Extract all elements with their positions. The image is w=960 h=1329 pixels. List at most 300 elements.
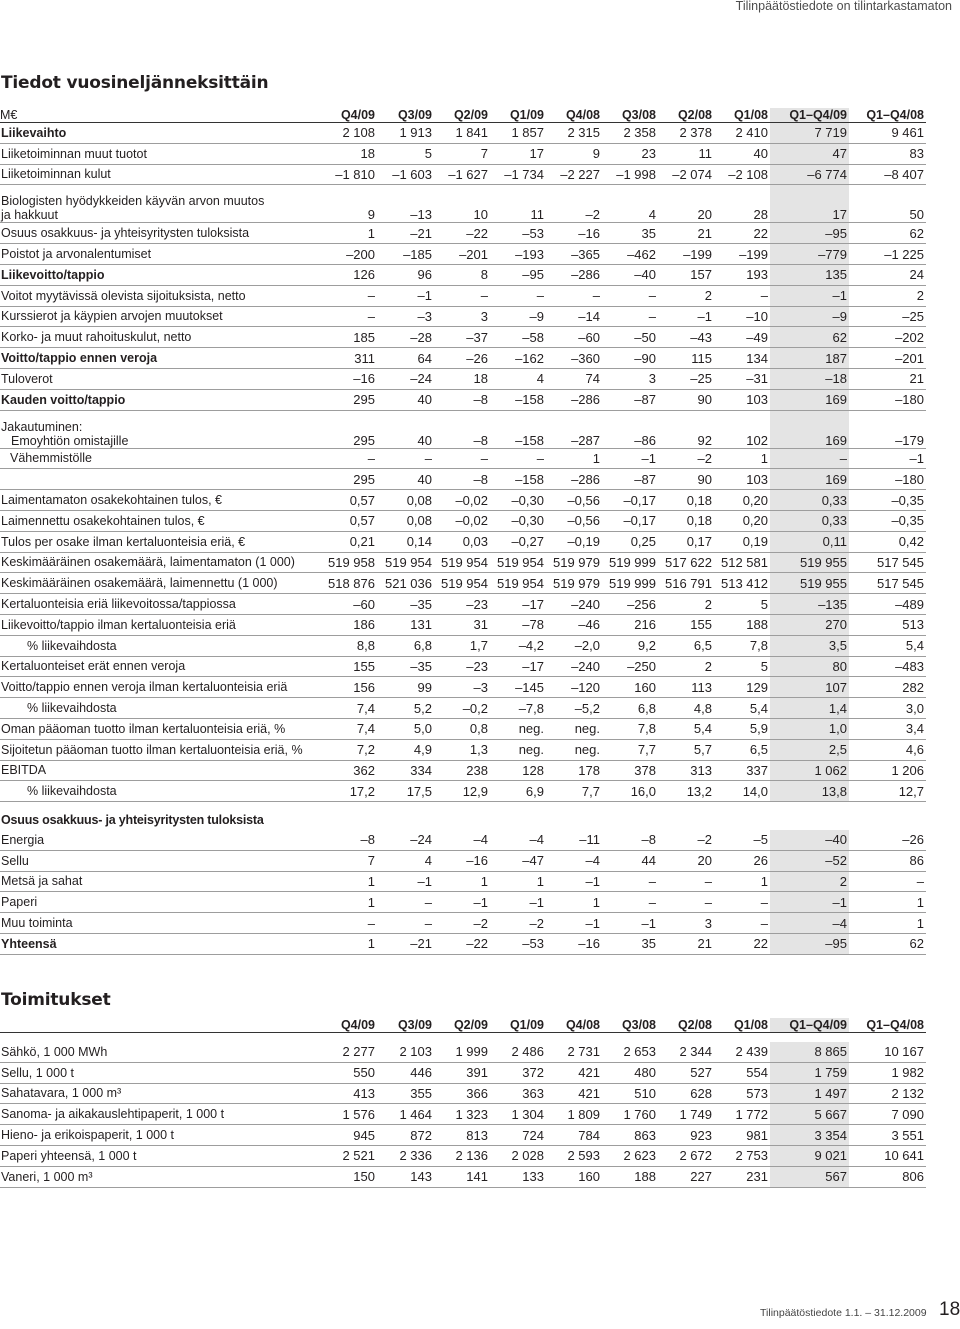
table-cell: 1 062	[770, 760, 849, 781]
table-cell: 74	[546, 368, 602, 389]
table-row	[0, 594, 926, 615]
row-label	[0, 1125, 320, 1146]
table-cell: 216	[602, 614, 658, 635]
table-cell: –779	[770, 244, 849, 265]
row-label-text: Tulos per osake ilman kertaluonteisia eriä, €	[1, 534, 246, 549]
table-cell: 2 336	[377, 1145, 434, 1166]
table-cell: –1	[602, 913, 658, 934]
table-cell: 11	[658, 143, 714, 164]
table-row	[0, 718, 926, 739]
table-cell: 2 103	[377, 1042, 434, 1062]
table-cell: 10 167	[849, 1042, 926, 1062]
table-cell: 238	[434, 760, 490, 781]
table-cell: –87	[602, 469, 658, 490]
table-cell: –135	[770, 594, 849, 615]
footer-text: Tilinpäätöstiedote 1.1. – 31.12.2009	[760, 1307, 927, 1319]
column-header: Q2/08	[658, 108, 714, 123]
table-cell: 0,20	[714, 510, 770, 531]
table-cell: 923	[658, 1125, 714, 1146]
table-cell: –202	[849, 327, 926, 348]
column-header: Q1/09	[490, 108, 546, 123]
row-label-text: Voitto/tappio ennen veroja ilman kertaluonteisia eriä	[1, 680, 288, 695]
table-row	[0, 389, 926, 410]
table-cell: 945	[320, 1125, 377, 1146]
table-cell: 26	[714, 850, 770, 871]
table-cell: 40	[377, 469, 434, 490]
table-row	[0, 760, 926, 781]
table-cell: –2,0	[546, 635, 602, 656]
table-cell: –1	[546, 871, 602, 892]
table-header-row	[0, 1018, 926, 1033]
table-cell: 0,57	[320, 490, 377, 511]
table-cell: 7,2	[320, 739, 377, 760]
table-cell: 413	[320, 1083, 377, 1104]
row-label	[0, 830, 320, 850]
table-cell: 1	[849, 892, 926, 913]
table-cell: –60	[320, 594, 377, 615]
table-cell: 1	[320, 871, 377, 892]
table-cell: –193	[490, 244, 546, 265]
table-cell: –26	[434, 348, 490, 369]
table-cell: 421	[546, 1062, 602, 1083]
table-cell: –	[490, 285, 546, 306]
table-cell: 35	[602, 223, 658, 244]
row-label-text: Laimentamaton osakekohtainen tulos, €	[1, 493, 222, 508]
table-cell: 421	[546, 1083, 602, 1104]
table-cell: 813	[434, 1125, 490, 1146]
row-label	[0, 698, 320, 719]
table-cell: 1	[546, 448, 602, 469]
table-cell: 2 132	[849, 1083, 926, 1104]
column-header: Q4/09	[320, 1018, 377, 1033]
row-label-text: Liikevoitto/tappio	[1, 267, 105, 282]
table-cell: –52	[770, 850, 849, 871]
row-label	[0, 552, 320, 573]
row-label	[0, 913, 320, 934]
row-label	[0, 871, 320, 892]
table-cell: 362	[320, 760, 377, 781]
table-cell: 160	[546, 1166, 602, 1187]
table-cell: 313	[658, 760, 714, 781]
table-cell: –	[377, 448, 434, 469]
table-cell: 99	[377, 677, 434, 698]
table-cell: –145	[490, 677, 546, 698]
table-cell: –158	[490, 389, 546, 410]
table-cell: 188	[602, 1166, 658, 1187]
table-cell: 334	[377, 760, 434, 781]
table-cell: –365	[546, 244, 602, 265]
table-cell: –1 603	[377, 164, 434, 185]
table-cell: –8 407	[849, 164, 926, 185]
table-cell: –2	[658, 448, 714, 469]
table-cell: 156	[320, 677, 377, 698]
table-cell: –286	[546, 469, 602, 490]
table-cell: –2	[658, 830, 714, 850]
table-row	[0, 781, 926, 802]
table-cell: –	[602, 306, 658, 327]
table-cell: –2	[546, 185, 602, 223]
table-cell: 21	[849, 368, 926, 389]
table-cell: –1	[490, 892, 546, 913]
table-cell: 1 304	[490, 1104, 546, 1125]
table-row	[0, 143, 926, 164]
table-cell: 519 954	[434, 573, 490, 594]
table-cell: 1	[320, 933, 377, 954]
table-cell: 517 545	[849, 573, 926, 594]
table-cell: 1	[546, 892, 602, 913]
table-cell: 107	[770, 677, 849, 698]
table-cell: 2	[658, 656, 714, 677]
table-cell: –53	[490, 933, 546, 954]
table-cell: 480	[602, 1062, 658, 1083]
table-cell: 7,4	[320, 718, 377, 739]
table-cell: –37	[434, 327, 490, 348]
row-label-text: Sanoma- ja aikakauslehtipaperit, 1 000 t	[1, 1107, 225, 1122]
table-cell: 363	[490, 1083, 546, 1104]
table-cell: 1 857	[490, 123, 546, 144]
row-label	[0, 781, 320, 802]
table-cell: –199	[658, 244, 714, 265]
row-label-text: Jakautuminen:	[1, 419, 83, 434]
deliveries-section-title: Toimitukset	[1, 990, 111, 1010]
row-label-text: % liikevaihdosta	[27, 701, 117, 716]
table-cell: 1,3	[434, 739, 490, 760]
table-cell: 510	[602, 1083, 658, 1104]
table-cell: 391	[434, 1062, 490, 1083]
column-header: Q3/09	[377, 108, 434, 123]
table-cell: –287	[546, 410, 602, 448]
table-cell: 3,0	[849, 698, 926, 719]
table-cell: 8,8	[320, 635, 377, 656]
row-label-text: Muu toiminta	[1, 916, 73, 931]
table-cell: 7,4	[320, 698, 377, 719]
table-cell: 9 021	[770, 1145, 849, 1166]
table-cell: 2	[770, 871, 849, 892]
table-row	[0, 123, 926, 144]
table-cell: 5,2	[377, 698, 434, 719]
table-cell: 103	[714, 469, 770, 490]
row-label-text: Korko- ja muut rahoituskulut, netto	[1, 330, 192, 345]
row-label-text-line2: ja hakkuut	[1, 208, 58, 223]
table-cell: 513	[849, 614, 926, 635]
table-cell: –	[714, 285, 770, 306]
row-label	[0, 1166, 320, 1187]
table-cell: 131	[377, 614, 434, 635]
table-cell: 62	[770, 327, 849, 348]
table-cell: –4	[770, 913, 849, 934]
table-cell: –0,35	[849, 510, 926, 531]
table-cell: –16	[434, 850, 490, 871]
row-label-text: Paperi	[1, 895, 38, 910]
table-cell: –4	[490, 830, 546, 850]
table-cell: 0,21	[320, 531, 377, 552]
table-cell: –18	[770, 368, 849, 389]
table-cell: 9 461	[849, 123, 926, 144]
table-cell: –23	[434, 656, 490, 677]
table-cell: 186	[320, 614, 377, 635]
table-cell: 1 576	[320, 1104, 377, 1125]
header-blank	[0, 1018, 320, 1033]
table-cell: –5	[714, 830, 770, 850]
table-cell: 4	[602, 185, 658, 223]
table-cell: 135	[770, 264, 849, 285]
table-cell: 1	[714, 871, 770, 892]
row-label	[0, 469, 320, 490]
table-cell: 2 593	[546, 1145, 602, 1166]
table-cell: –	[434, 285, 490, 306]
table-cell: –	[714, 892, 770, 913]
table-row	[0, 264, 926, 285]
table-cell: 1 841	[434, 123, 490, 144]
row-label	[0, 531, 320, 552]
row-label	[0, 1083, 320, 1104]
table-row	[0, 635, 926, 656]
table-cell: 231	[714, 1166, 770, 1187]
table-cell: 7,7	[602, 739, 658, 760]
row-label-text: Kertaluonteiset erät ennen veroja	[1, 659, 186, 674]
table-cell: 2 753	[714, 1145, 770, 1166]
table-cell: 0,19	[714, 531, 770, 552]
table-cell: 270	[770, 614, 849, 635]
table-cell: 2	[658, 285, 714, 306]
table-cell: 366	[434, 1083, 490, 1104]
table-cell: –158	[490, 469, 546, 490]
table-cell: 21	[658, 223, 714, 244]
table-cell: 2 277	[320, 1042, 377, 1062]
table-cell: 157	[658, 264, 714, 285]
table-cell: 12,7	[849, 781, 926, 802]
table-cell: 0,33	[770, 490, 849, 511]
table-cell: –4,2	[490, 635, 546, 656]
table-cell: –1	[602, 448, 658, 469]
table-cell: –1	[770, 892, 849, 913]
table-cell: 863	[602, 1125, 658, 1146]
table-cell: 193	[714, 264, 770, 285]
row-label-text: Keskimääräinen osakemäärä, laimennettu (1 000)	[1, 576, 278, 591]
table-cell: –2 108	[714, 164, 770, 185]
table-cell: –1	[434, 892, 490, 913]
table-cell: –43	[658, 327, 714, 348]
table-cell: 8	[434, 264, 490, 285]
row-label-text: Paperi yhteensä, 1 000 t	[1, 1148, 137, 1163]
table-cell: 40	[714, 143, 770, 164]
table-cell: –4	[434, 830, 490, 850]
table-cell: 519 955	[770, 552, 849, 573]
table-cell: –360	[546, 348, 602, 369]
table-cell: 3 551	[849, 1125, 926, 1146]
table-cell: 5	[714, 594, 770, 615]
table-cell: neg.	[490, 718, 546, 739]
table-cell: 519 954	[490, 573, 546, 594]
table-cell: 2	[849, 285, 926, 306]
table-cell: 113	[658, 677, 714, 698]
table-cell: –17	[490, 594, 546, 615]
table-cell: 1 809	[546, 1104, 602, 1125]
column-header: Q1–Q4/08	[849, 1018, 926, 1033]
table-cell: 17	[770, 185, 849, 223]
table-cell: –1	[546, 913, 602, 934]
table-cell: 18	[320, 143, 377, 164]
table-cell: –21	[377, 933, 434, 954]
row-label-text: Liiketoiminnan muut tuotot	[1, 146, 147, 161]
table-cell: –17	[490, 656, 546, 677]
row-label-text: Sellu, 1 000 t	[1, 1065, 74, 1080]
table-cell: –46	[546, 614, 602, 635]
table-cell: 2 136	[434, 1145, 490, 1166]
table-cell: 2 410	[714, 123, 770, 144]
table-cell: 4,6	[849, 739, 926, 760]
table-cell: –22	[434, 223, 490, 244]
table-cell: 13,2	[658, 781, 714, 802]
table-cell: 2 108	[320, 123, 377, 144]
table-cell: –158	[490, 410, 546, 448]
row-label-text: Keskimääräinen osakemäärä, laimentamaton (1 000)	[1, 555, 295, 570]
column-header: Q1–Q4/09	[770, 1018, 849, 1033]
table-cell: –7,8	[490, 698, 546, 719]
table-cell: –0,02	[434, 490, 490, 511]
table-cell: 0,42	[849, 531, 926, 552]
table-row	[0, 1125, 926, 1146]
table-cell: 519 954	[490, 552, 546, 573]
table-cell: –8	[434, 469, 490, 490]
table-cell: 169	[770, 469, 849, 490]
table-cell: 1 749	[658, 1104, 714, 1125]
table-cell: –	[490, 448, 546, 469]
table-cell: –0,17	[602, 490, 658, 511]
row-label	[0, 635, 320, 656]
table-cell: –162	[490, 348, 546, 369]
table-cell: 0,08	[377, 490, 434, 511]
table-cell: –95	[490, 264, 546, 285]
table-cell: –53	[490, 223, 546, 244]
row-label	[0, 490, 320, 511]
table-cell: 2 315	[546, 123, 602, 144]
table-cell: –	[602, 285, 658, 306]
table-cell: 3	[658, 913, 714, 934]
table-cell: –	[658, 892, 714, 913]
table-cell: 6,5	[658, 635, 714, 656]
row-label	[0, 739, 320, 760]
table-cell: 7	[320, 850, 377, 871]
table-row	[0, 510, 926, 531]
row-label-text: Sijoitetun pääoman tuotto ilman kertaluonteisia eriä, %	[1, 742, 303, 757]
row-label-text: Liikevaihto	[1, 125, 67, 140]
table-cell: –16	[546, 933, 602, 954]
table-cell: –87	[602, 389, 658, 410]
column-header: Q2/09	[434, 1018, 490, 1033]
table-cell: 2 521	[320, 1145, 377, 1166]
row-label-text: Energia	[1, 832, 45, 847]
table-row	[0, 1166, 926, 1187]
table-cell: –9	[770, 306, 849, 327]
table-cell: –95	[770, 933, 849, 954]
table-cell: –	[377, 913, 434, 934]
table-cell: –	[320, 306, 377, 327]
table-cell: –489	[849, 594, 926, 615]
table-cell: 169	[770, 410, 849, 448]
table-cell: –250	[602, 656, 658, 677]
row-label-text: Voitto/tappio ennen veroja	[1, 351, 158, 366]
table-cell: 518 876	[320, 573, 377, 594]
table-cell: 6,8	[602, 698, 658, 719]
table-cell: 22	[714, 223, 770, 244]
table-cell: 5,4	[714, 698, 770, 719]
table-cell: 90	[658, 469, 714, 490]
row-label	[0, 614, 320, 635]
table-cell: 517 545	[849, 552, 926, 573]
table-cell: 519 954	[434, 552, 490, 573]
row-label	[0, 510, 320, 531]
table-header-row	[0, 108, 926, 123]
table-row	[0, 348, 926, 369]
table-cell: 115	[658, 348, 714, 369]
column-header: Q4/08	[546, 108, 602, 123]
table-cell: 2 378	[658, 123, 714, 144]
table-cell: 96	[377, 264, 434, 285]
table-cell: –90	[602, 348, 658, 369]
table-cell: –1 810	[320, 164, 377, 185]
table-cell: 3	[602, 368, 658, 389]
table-cell: 2 672	[658, 1145, 714, 1166]
table-cell: –16	[320, 368, 377, 389]
table-cell: 513 412	[714, 573, 770, 594]
table-row	[0, 223, 926, 244]
table-cell: 5,7	[658, 739, 714, 760]
row-label-text: Voitot myytävissä olevista sijoituksista, netto	[1, 288, 246, 303]
table-cell: –1 734	[490, 164, 546, 185]
table-cell: –2 227	[546, 164, 602, 185]
table-cell: 16,0	[602, 781, 658, 802]
table-cell: 44	[602, 850, 658, 871]
table-cell: –0,19	[546, 531, 602, 552]
row-label-text: Biologisten hyödykkeiden käyvän arvon muutos	[1, 194, 265, 209]
row-label	[0, 656, 320, 677]
table-cell: 519 999	[602, 552, 658, 573]
table-row	[0, 285, 926, 306]
table-cell: –35	[377, 594, 434, 615]
table-cell: –24	[377, 368, 434, 389]
table-cell: 129	[714, 677, 770, 698]
table-row	[0, 1083, 926, 1104]
table-cell: –	[602, 871, 658, 892]
table-cell: –2	[434, 913, 490, 934]
table-cell: 1 497	[770, 1083, 849, 1104]
table-cell: –	[546, 285, 602, 306]
column-header: Q1/09	[490, 1018, 546, 1033]
table-cell: –5,2	[546, 698, 602, 719]
table-cell: 62	[849, 933, 926, 954]
row-label-text: % liikevaihdosta	[27, 784, 117, 799]
table-cell: 35	[602, 933, 658, 954]
table-cell: –8	[434, 389, 490, 410]
table-row	[0, 892, 926, 913]
table-cell: –180	[849, 469, 926, 490]
row-label	[0, 718, 320, 739]
table-cell: 0,11	[770, 531, 849, 552]
row-label	[0, 185, 320, 223]
column-header: Q1/08	[714, 108, 770, 123]
row-label	[0, 368, 320, 389]
table-row	[0, 327, 926, 348]
column-header: Q3/09	[377, 1018, 434, 1033]
row-label	[0, 677, 320, 698]
table-row	[0, 739, 926, 760]
column-header: Q4/08	[546, 1018, 602, 1033]
table-cell: 2 486	[490, 1042, 546, 1062]
table-cell: 90	[658, 389, 714, 410]
table-cell: 64	[377, 348, 434, 369]
table-cell: 1 772	[714, 1104, 770, 1125]
